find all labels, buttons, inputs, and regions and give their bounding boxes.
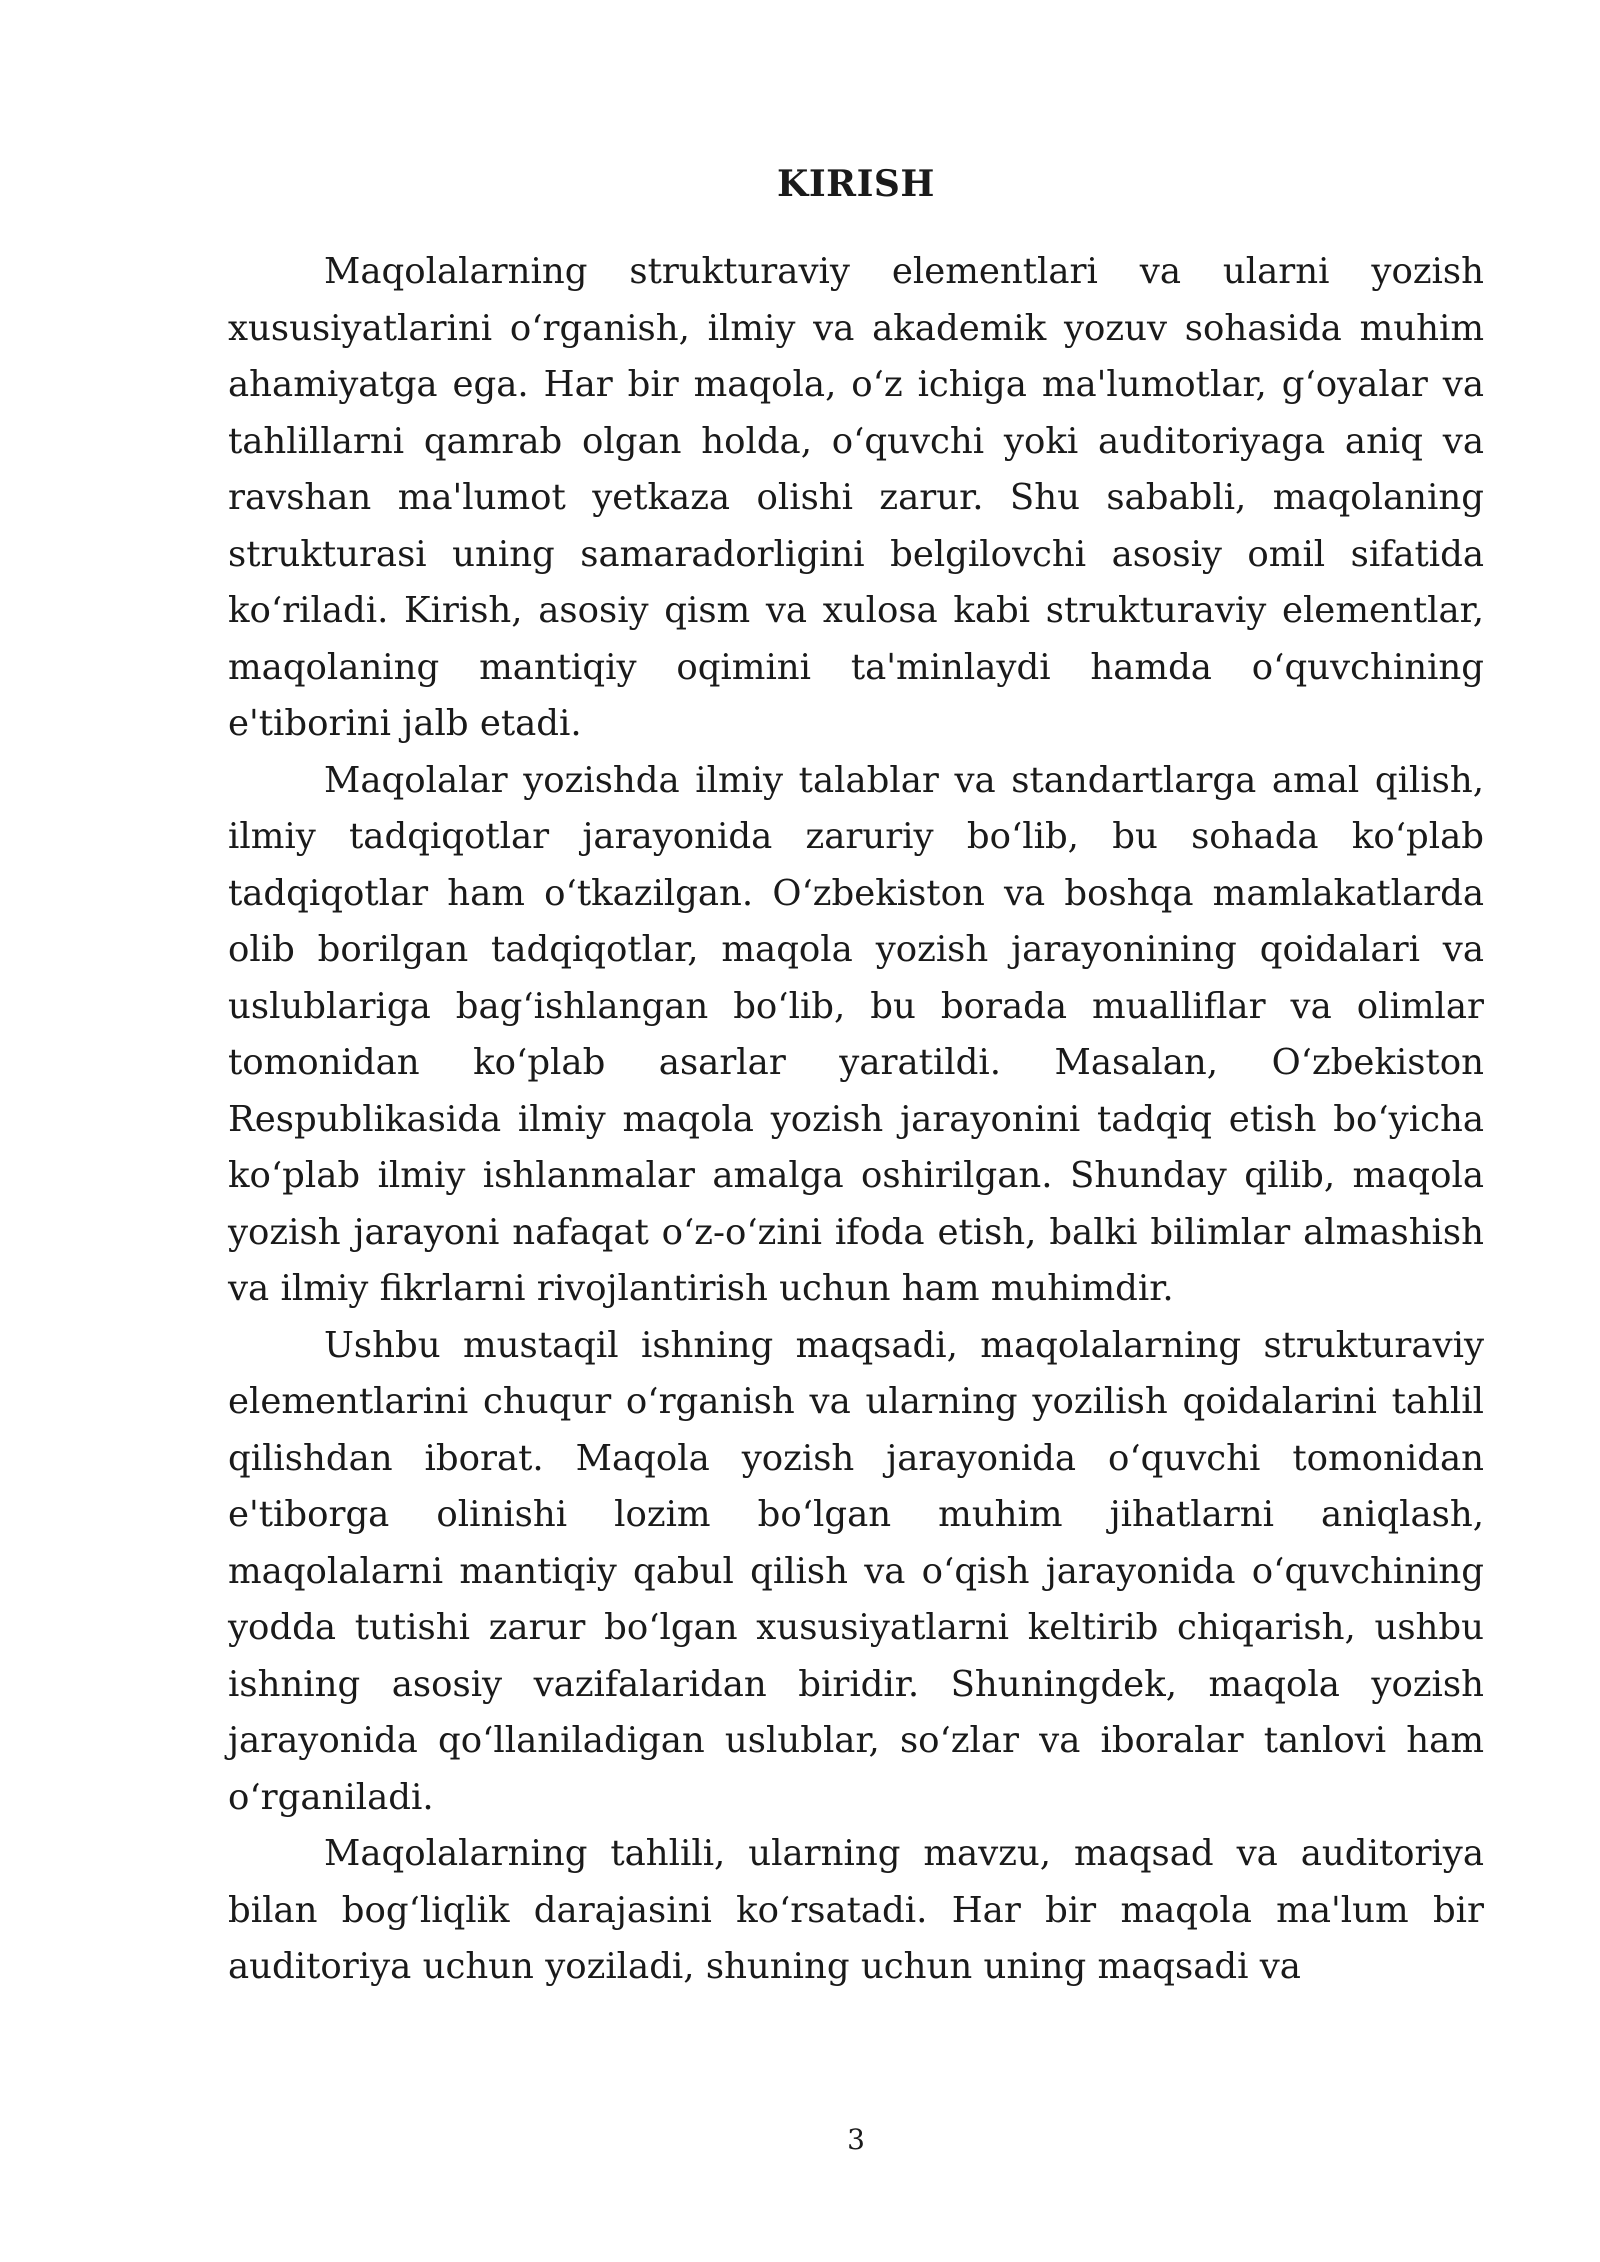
paragraph-2: Maqolalar yozishda ilmiy talablar va standartlarga amal qilish, ilmiy tadqiqotlar jarayonida zaruriy boʻlib, bu sohada koʻplab tadqiqotlar ham oʻtkazilgan. Oʻzbekiston va boshqa mamlakatlarda olib borilgan tadqiqotlar, maqola yozish jarayonining qoidalari va uslublariga bagʻishlangan boʻlib, bu borada mualliflar va olimlar tomonidan koʻplab asarlar yaratildi. Masalan, Oʻzbekiston Respublikasida ilmiy maqola yozish jarayonini tadqiq etish boʻyicha koʻplab ilmiy ishlanmalar amalga oshirilgan. Shunday qilib, maqola yozish jarayoni nafaqat oʻz-oʻzini ifoda etish, balki bilimlar almashish va ilmiy fikrlarni rivojlantirish uchun ham muhimdir. — [228, 759, 1484, 1309]
section-heading: KIRISH — [777, 163, 935, 205]
body-text — [228, 244, 1484, 1996]
paragraph-1: Maqolalarning strukturaviy elementlari va ularni yozish xususiyatlarini oʻrganish, ilmiy va akademik yozuv sohasida muhim ahamiyatga ega. Har bir maqola, oʻz ichiga ma'lumotlar, gʻoyalar va tahlillarni qamrab olgan holda, oʻquvchi yoki auditoriyaga aniq va ravshan ma'lumot yetkaza olishi zarur. Shu sababli, maqolaning strukturasi uning samaradorligini belgilovchi asosiy omil sifatida koʻriladi. Kirish, asosiy qism va xulosa kabi strukturaviy elementlar, maqolaning mantiqiy oqimini ta'minlaydi hamda oʻquvchining e'tiborini jalb etadi. — [228, 251, 1484, 744]
page-number: 3 — [847, 2123, 865, 2156]
paragraph-4: Maqolalarning tahlili, ularning mavzu, maqsad va auditoriya bilan bogʻliqlik darajasini koʻrsatadi. Har bir maqola ma'lum bir auditoriya uchun yoziladi, shuning uchun uning maqsadi va — [228, 1833, 1484, 1987]
paragraph-3: Ushbu mustaqil ishning maqsadi, maqolalarning strukturaviy elementlarini chuqur oʻrganish va ularning yozilish qoidalarini tahlil qilishdan iborat. Maqola yozish jarayonida oʻquvchi tomonidan e'tiborga olinishi lozim boʻlgan muhim jihatlarni aniqlash, maqolalarni mantiqiy qabul qilish va oʻqish jarayonida oʻquvchining yodda tutishi zarur boʻlgan xususiyatlarni keltirib chiqarish, ushbu ishning asosiy vazifalaridan biridir. Shuningdek, maqola yozish jarayonida qoʻllaniladigan uslublar, soʻzlar va iboralar tanlovi ham oʻrganiladi. — [228, 1324, 1484, 1818]
